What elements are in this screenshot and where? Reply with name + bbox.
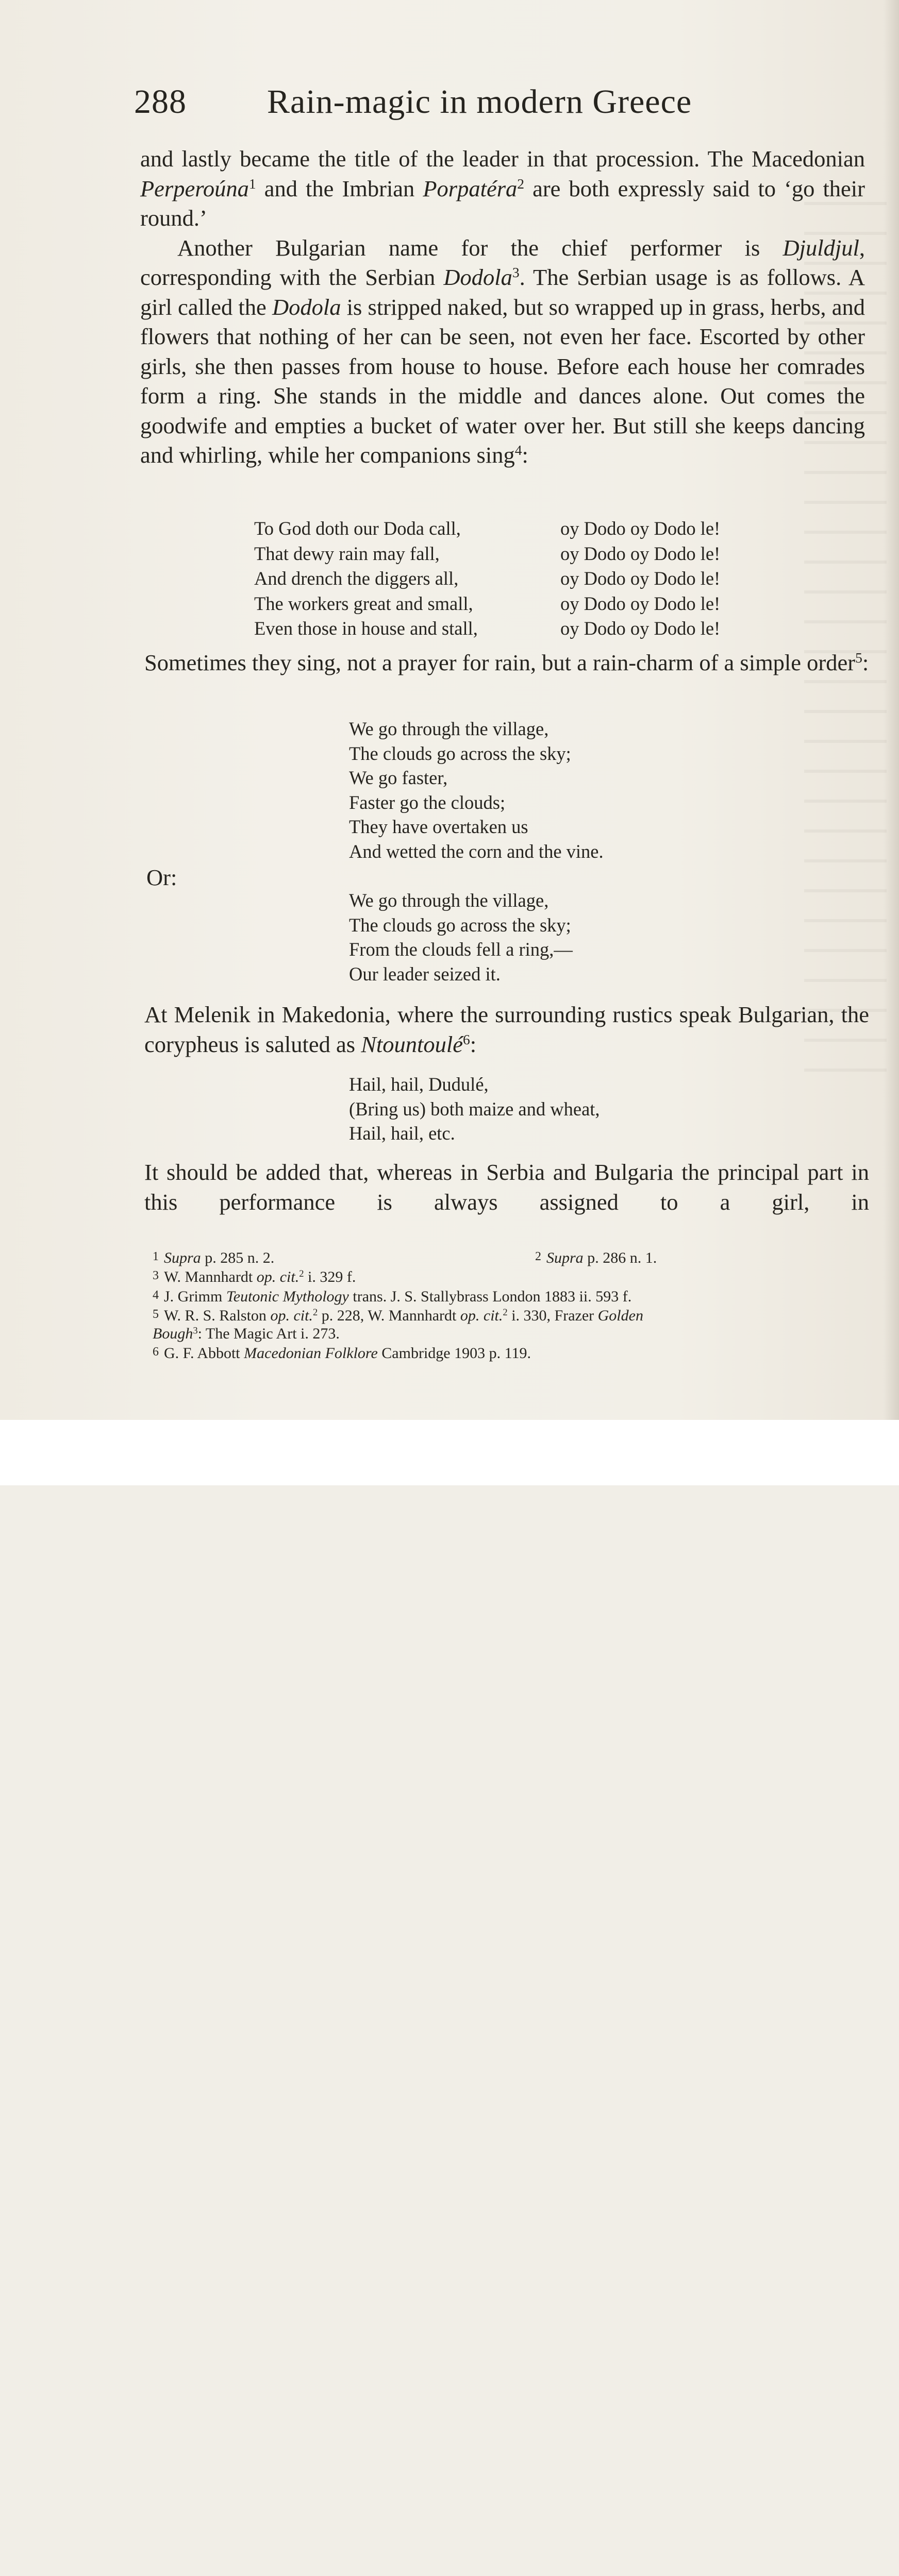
footnote-6: 6 G. F. Abbott Macedonian Folklore Cambridge 1903 p. 119.	[153, 1344, 531, 1362]
verse-line: We go faster,	[349, 767, 448, 788]
verse-line: We go through the village,	[349, 890, 549, 911]
verse-dudule-salute	[349, 1072, 600, 1146]
footnote-ref-5: 5	[855, 649, 862, 666]
body-text	[140, 144, 865, 470]
verse-line: To God doth our Doda call, oy Dodo oy Dodo le!	[254, 518, 721, 539]
footnote-3: 3 W. Mannhardt op. cit.$^2$ i. 329 f.	[153, 1268, 356, 1286]
verse-line: Faster go the clouds;	[349, 791, 506, 813]
verse-village-charm	[349, 717, 604, 863]
verse-line: That dewy rain may fall, oy Dodo oy Dodo le!	[254, 543, 721, 564]
library-footer	[0, 1420, 899, 1485]
footnotes	[153, 1248, 867, 1362]
verse-line: Hail, hail, Dudulé,	[349, 1074, 489, 1095]
verse-line: They have overtaken us	[349, 816, 528, 837]
or-label: Or:	[146, 865, 177, 890]
footnote-ref-6: 6	[462, 1031, 470, 1047]
verse-line: We go through the village,	[349, 718, 549, 739]
footnote-ref-4: 4	[514, 442, 522, 458]
page-number: 288	[134, 83, 187, 121]
verse-ring-charm	[349, 888, 573, 986]
footnote-ref-1: 1	[248, 175, 256, 192]
paragraph-5: It should be added that, whereas in Serbia and Bulgaria the principal part in this performance is always assigned to a girl, in	[144, 1159, 869, 1215]
verse-line: The clouds go across the sky;	[349, 914, 571, 936]
footnote-5: 5 W. R. S. Ralston op. cit.$^2$ p. 228, W. Mannhardt op. cit.$^2$ i. 330, Frazer Golden	[153, 1307, 643, 1324]
verse-dodola-song	[254, 516, 785, 641]
footnote-ref-3: 3	[512, 264, 520, 280]
footnote-1: 1 Supra p. 285 n. 2.	[153, 1249, 275, 1266]
running-header	[134, 82, 784, 129]
verse-line: (Bring us) both maize and wheat,	[349, 1098, 600, 1120]
verse-line: From the clouds fell a ring,—	[349, 939, 573, 960]
footnote-ref-2: 2	[517, 175, 525, 192]
verse-line: Hail, hail, etc.	[349, 1123, 455, 1144]
footnote-2: 2 Supra p. 286 n. 1.	[535, 1249, 657, 1266]
verse-line: The clouds go across the sky;	[349, 742, 571, 764]
footnote-row	[153, 1248, 867, 1267]
footnote-5-continued: Bough$^3$: The Magic Art i. 273.	[153, 1325, 340, 1343]
paragraph-3: Sometimes they sing, not a prayer for rain, but a rain-charm of a simple order$^5$:	[144, 649, 869, 675]
verse-line: And drench the diggers all, oy Dodo oy Dodo le!	[254, 568, 721, 589]
paragraph-4: At Melenik in Makedonia, where the surrounding rustics speak Bulgarian, the corypheus is saluted as Ntountoulé$^6$:	[144, 1002, 869, 1057]
paragraph-1: and lastly became the title of the leader in that procession. The Macedonian Perperoúna$^1$ and the Imbrian Porpatéra$^2$ are both expressly said to ‘go their round.’	[140, 146, 865, 231]
verse-line: Our leader seized it.	[349, 963, 501, 985]
page-title: Rain-magic in modern Greece	[267, 83, 692, 121]
verse-line: Even those in house and stall, oy Dodo oy Dodo le!	[254, 618, 721, 639]
verse-line: And wetted the corn and the vine.	[349, 840, 604, 862]
verse-line: The workers great and small, oy Dodo oy Dodo le!	[254, 592, 721, 614]
paragraph-2: Another Bulgarian name for the chief performer is Djuldjul, corresponding with the Serbian Dodola$^3$. The Serbian usage is as follows. A girl called the Dodola is stripped naked, but so wrapped up in grass, herbs, and flowers that nothing of her can be seen, not even her face. Escorted by other girls, she then passes from house to house. Before each house her comrades form a ring. She stands in the middle and dances alone. Out comes the goodwife and empties a bucket of water over her. But still she keeps dancing and whirling, while her companions sing$^4$:	[140, 234, 865, 468]
footnote-4: 4 J. Grimm Teutonic Mythology trans. J. S. Stallybrass London 1883 ii. 593 f.	[153, 1287, 632, 1305]
